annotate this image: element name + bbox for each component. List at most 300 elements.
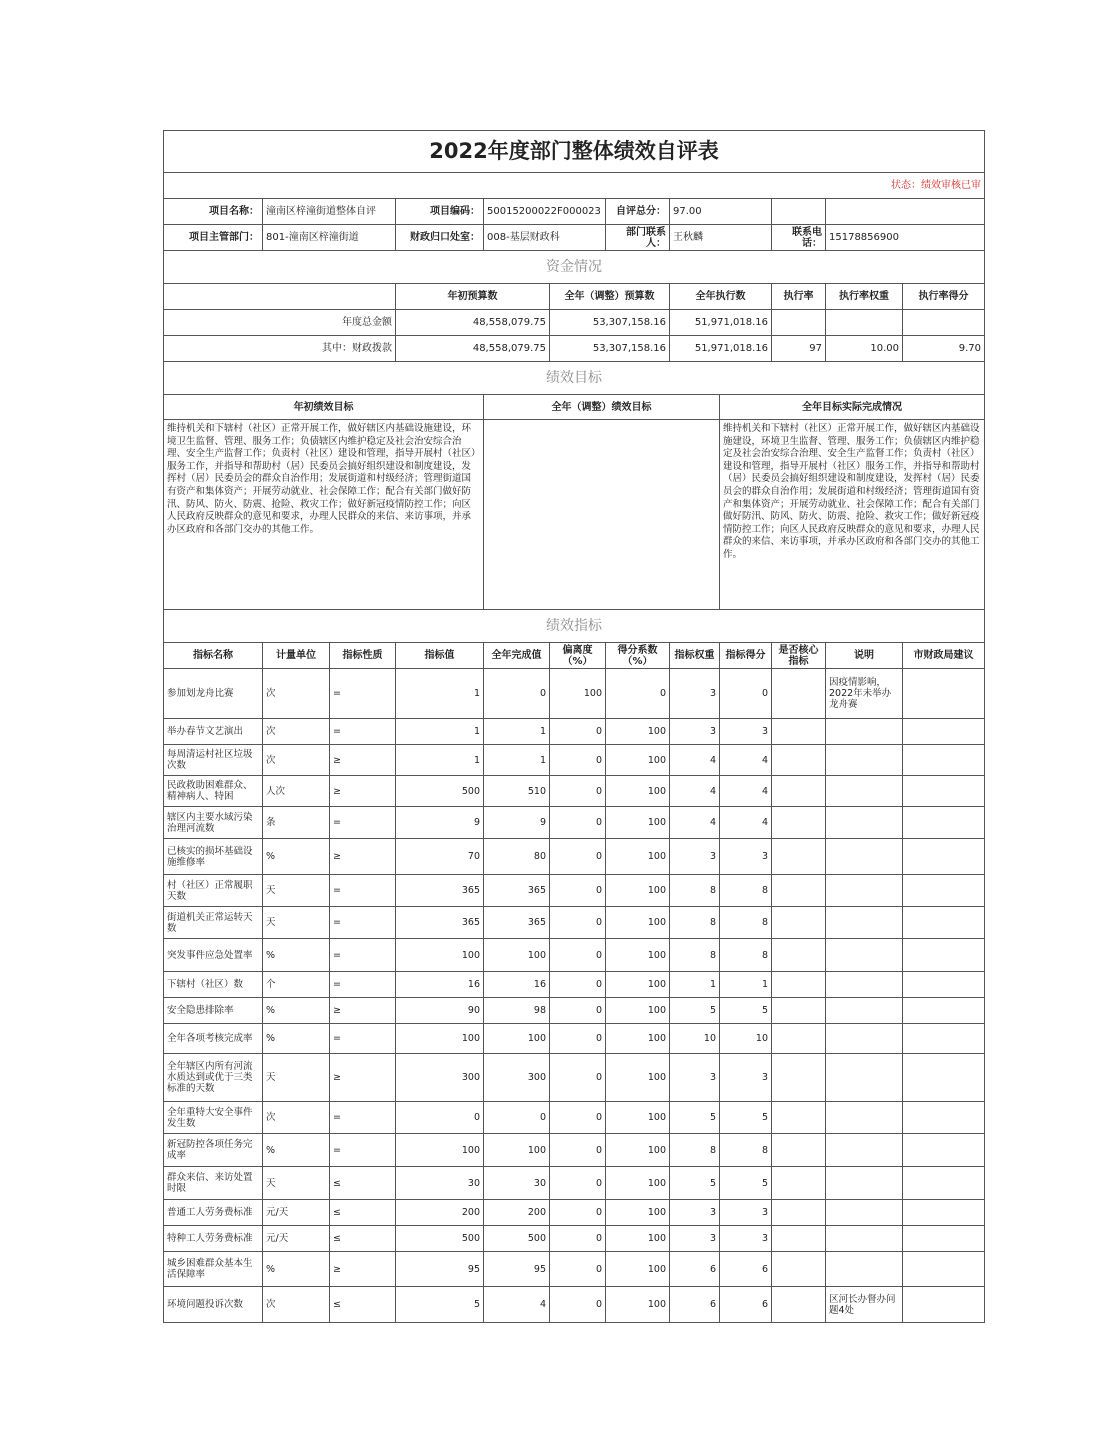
indicator-deviation: 0	[550, 1024, 606, 1054]
indicators-section-title: 绩效指标	[164, 610, 985, 643]
indicator-unit: 天	[263, 1054, 330, 1102]
funds-cell	[772, 310, 826, 336]
indicator-unit: %	[263, 998, 330, 1024]
table-row	[164, 1054, 985, 1102]
indicator-actual: 98	[484, 998, 550, 1024]
indicator-deviation: 0	[550, 745, 606, 776]
indicator-deviation: 0	[550, 1252, 606, 1287]
indicator-target: 365	[396, 875, 484, 907]
funds-header: 执行率权重	[826, 284, 903, 310]
indicator-score-factor: 100	[606, 1226, 670, 1252]
indicator-suggestion	[903, 998, 985, 1024]
indicator-header: 指标权重	[670, 643, 720, 669]
indicator-weight: 3	[670, 1200, 720, 1226]
indicator-name: 下辖村（社区）数	[164, 972, 263, 998]
indicator-unit: 条	[263, 807, 330, 839]
indicator-deviation: 0	[550, 719, 606, 745]
table-row	[164, 745, 985, 776]
goals-header: 全年（调整）绩效目标	[484, 395, 720, 420]
indicator-actual: 95	[484, 1252, 550, 1287]
indicator-score: 3	[720, 1226, 772, 1252]
indicator-type: ≤	[330, 1226, 396, 1252]
indicator-score: 4	[720, 745, 772, 776]
indicator-name: 全年重特大安全事件发生数	[164, 1102, 263, 1134]
indicator-name: 辖区内主要水域污染治理河流数	[164, 807, 263, 839]
indicator-actual: 16	[484, 972, 550, 998]
table-row	[164, 907, 985, 939]
funds-cell: 48,558,079.75	[396, 310, 550, 336]
indicator-name: 每周清运村社区垃圾次数	[164, 745, 263, 776]
phone-label: 联系电话：	[772, 225, 826, 251]
indicator-score-factor: 100	[606, 875, 670, 907]
indicator-score-factor: 100	[606, 1200, 670, 1226]
indicator-header: 偏离度（%）	[550, 643, 606, 669]
goals-section-title: 绩效目标	[164, 362, 985, 395]
indicator-core	[772, 875, 826, 907]
indicator-type: ≥	[330, 1054, 396, 1102]
indicator-target: 1	[396, 719, 484, 745]
indicator-deviation: 0	[550, 776, 606, 807]
indicator-unit: 天	[263, 875, 330, 907]
indicator-note	[826, 1102, 903, 1134]
indicator-actual: 200	[484, 1200, 550, 1226]
goals-header: 全年目标实际完成情况	[720, 395, 985, 420]
indicator-target: 70	[396, 839, 484, 875]
table-row	[164, 1024, 985, 1054]
indicator-actual: 1	[484, 719, 550, 745]
indicator-score-factor: 100	[606, 776, 670, 807]
indicator-type: =	[330, 1102, 396, 1134]
indicator-core	[772, 907, 826, 939]
indicator-core	[772, 745, 826, 776]
indicator-score-factor: 100	[606, 807, 670, 839]
indicator-deviation: 0	[550, 1102, 606, 1134]
adjusted-goal-text	[484, 420, 720, 610]
indicator-target: 100	[396, 1134, 484, 1167]
indicator-suggestion	[903, 1287, 985, 1323]
indicator-weight: 6	[670, 1252, 720, 1287]
indicator-score: 3	[720, 719, 772, 745]
table-row	[164, 1167, 985, 1200]
indicator-weight: 4	[670, 776, 720, 807]
indicator-note	[826, 939, 903, 972]
indicator-score: 1	[720, 972, 772, 998]
indicator-actual: 365	[484, 907, 550, 939]
table-row	[164, 972, 985, 998]
indicator-unit: 元/天	[263, 1226, 330, 1252]
indicator-weight: 3	[670, 1054, 720, 1102]
indicator-weight: 8	[670, 1134, 720, 1167]
indicator-core	[772, 1167, 826, 1200]
indicator-deviation: 0	[550, 1226, 606, 1252]
indicator-type: =	[330, 875, 396, 907]
funds-header: 全年执行数	[670, 284, 772, 310]
indicator-type: =	[330, 1024, 396, 1054]
indicator-score-factor: 100	[606, 745, 670, 776]
indicator-actual: 30	[484, 1167, 550, 1200]
indicator-note	[826, 1200, 903, 1226]
indicator-weight: 8	[670, 939, 720, 972]
indicator-note	[826, 719, 903, 745]
indicator-weight: 3	[670, 1226, 720, 1252]
status-badge: 状态：绩效审核已审	[164, 173, 985, 199]
indicator-note	[826, 807, 903, 839]
indicator-weight: 6	[670, 1287, 720, 1323]
dept-label: 项目主管部门：	[164, 225, 263, 251]
indicator-name: 环境问题投诉次数	[164, 1287, 263, 1323]
indicator-type: ≤	[330, 1287, 396, 1323]
indicator-score: 5	[720, 1102, 772, 1134]
indicator-header: 指标名称	[164, 643, 263, 669]
indicator-note: 因疫情影响，2022年未举办龙舟赛	[826, 669, 903, 719]
indicator-score-factor: 100	[606, 998, 670, 1024]
indicator-suggestion	[903, 669, 985, 719]
indicator-target: 200	[396, 1200, 484, 1226]
indicator-header: 说明	[826, 643, 903, 669]
project-name-value: 潼南区梓潼街道整体自评	[263, 199, 396, 225]
table-row	[164, 839, 985, 875]
indicator-unit: 次	[263, 669, 330, 719]
indicator-deviation: 0	[550, 907, 606, 939]
indicator-suggestion	[903, 1200, 985, 1226]
funds-cell: 53,307,158.16	[550, 336, 670, 362]
finance-value: 008-基层财政科	[484, 225, 606, 251]
indicator-unit: 次	[263, 719, 330, 745]
blank-cell	[826, 199, 985, 225]
funds-header: 年初预算数	[396, 284, 550, 310]
actual-goal-text: 维持机关和下辖村（社区）正常开展工作，做好辖区内基础设施建设，环境卫生监督、管理、服务工作；负债辖区内维护稳定及社会治安综合治理、安全生产监督工作；负责村（社区）建设和管理，指导开展村（社区）服务工作，并指导和帮助村（居）民委员会搞好组织建设和制度建设，发挥村（居）民委员会的群众自治作用；发展街道和村级经济；管理街道国有资产和集体资产；开展劳动就业、社会保障工作；配合有关部门做好防汛、防风、防火、防震、抢险、救灾工作；做好新冠疫情防控工作；向区人民政府反映群众的意见和要求，办理人民群众的来信、来访事项，并承办区政府和各部门交办的其他工作。	[720, 420, 985, 610]
indicator-note	[826, 998, 903, 1024]
contact-label: 部门联系人：	[606, 225, 670, 251]
indicator-target: 500	[396, 776, 484, 807]
indicator-target: 1	[396, 745, 484, 776]
indicator-weight: 4	[670, 807, 720, 839]
funds-header: 执行率得分	[903, 284, 985, 310]
indicator-target: 365	[396, 907, 484, 939]
indicator-deviation: 0	[550, 972, 606, 998]
indicator-header: 是否核心指标	[772, 643, 826, 669]
indicator-note	[826, 907, 903, 939]
indicator-suggestion	[903, 1167, 985, 1200]
indicator-actual: 100	[484, 939, 550, 972]
blank-cell	[164, 284, 396, 310]
indicator-target: 16	[396, 972, 484, 998]
indicator-score: 8	[720, 939, 772, 972]
indicator-actual: 100	[484, 1024, 550, 1054]
indicator-suggestion	[903, 807, 985, 839]
indicator-weight: 8	[670, 907, 720, 939]
indicator-core	[772, 1134, 826, 1167]
indicator-deviation: 0	[550, 939, 606, 972]
evaluation-sheet	[163, 130, 984, 1323]
indicator-core	[772, 1226, 826, 1252]
indicator-score-factor: 100	[606, 1252, 670, 1287]
indicator-actual: 500	[484, 1226, 550, 1252]
indicator-weight: 5	[670, 998, 720, 1024]
indicator-suggestion	[903, 1226, 985, 1252]
indicator-core	[772, 807, 826, 839]
funds-cell: 51,971,018.16	[670, 336, 772, 362]
indicator-unit: 天	[263, 1167, 330, 1200]
indicator-score: 8	[720, 875, 772, 907]
indicator-actual: 100	[484, 1134, 550, 1167]
initial-goal-text: 维持机关和下辖村（社区）正常开展工作，做好辖区内基础设施建设，环境卫生监督、管理、服务工作；负债辖区内维护稳定及社会治安综合治理、安全生产监督工作；负责村（社区）建设和管理，指导开展村（社区）服务工作，并指导和帮助村（居）民委员会搞好组织建设和制度建设，发挥村（居）民委员会的群众自治作用；发展街道和村级经济；管理街道国有资产和集体资产；开展劳动就业、社会保障工作；配合有关部门做好防汛、防风、防火、防震、抢险、救灾工作；做好新冠疫情防控工作；向区人民政府反映群众的意见和要求，办理人民群众的来信、来访事项，并承办区政府和各部门交办的其他工作。	[164, 420, 484, 610]
indicator-name: 特种工人劳务费标准	[164, 1226, 263, 1252]
funds-cell: 10.00	[826, 336, 903, 362]
indicator-core	[772, 719, 826, 745]
funds-row-label: 年度总金额	[164, 310, 396, 336]
dept-value: 801-潼南区梓潼街道	[263, 225, 396, 251]
indicator-deviation: 100	[550, 669, 606, 719]
indicator-note	[826, 776, 903, 807]
indicator-deviation: 0	[550, 1200, 606, 1226]
indicator-suggestion	[903, 719, 985, 745]
table-row	[164, 875, 985, 907]
indicator-score: 6	[720, 1252, 772, 1287]
indicator-suggestion	[903, 1024, 985, 1054]
indicator-target: 90	[396, 998, 484, 1024]
indicator-score-factor: 100	[606, 1024, 670, 1054]
funds-cell	[826, 310, 903, 336]
indicator-target: 100	[396, 1024, 484, 1054]
indicator-name: 举办春节文艺演出	[164, 719, 263, 745]
indicator-score-factor: 100	[606, 1134, 670, 1167]
indicator-core	[772, 1200, 826, 1226]
indicator-note	[826, 1252, 903, 1287]
indicator-core	[772, 1287, 826, 1323]
indicator-weight: 1	[670, 972, 720, 998]
project-name-label: 项目名称：	[164, 199, 263, 225]
table-row	[164, 1200, 985, 1226]
indicator-name: 新冠防控各项任务完成率	[164, 1134, 263, 1167]
indicator-target: 5	[396, 1287, 484, 1323]
indicator-type: =	[330, 972, 396, 998]
indicator-type: ≥	[330, 745, 396, 776]
indicator-score: 8	[720, 907, 772, 939]
indicator-actual: 4	[484, 1287, 550, 1323]
indicator-score: 5	[720, 1167, 772, 1200]
indicator-note: 区河长办督办问题4处	[826, 1287, 903, 1323]
indicator-header: 得分系数（%）	[606, 643, 670, 669]
indicator-type: =	[330, 939, 396, 972]
indicator-type: =	[330, 669, 396, 719]
indicator-note	[826, 1054, 903, 1102]
indicator-score-factor: 100	[606, 719, 670, 745]
funds-section-title: 资金情况	[164, 251, 985, 284]
indicator-actual: 1	[484, 745, 550, 776]
indicator-type: =	[330, 807, 396, 839]
indicator-name: 突发事件应急处置率	[164, 939, 263, 972]
indicator-weight: 5	[670, 1102, 720, 1134]
indicator-suggestion	[903, 972, 985, 998]
indicator-unit: %	[263, 1252, 330, 1287]
indicator-target: 500	[396, 1226, 484, 1252]
indicator-core	[772, 1054, 826, 1102]
indicator-score: 10	[720, 1024, 772, 1054]
indicator-target: 0	[396, 1102, 484, 1134]
indicator-actual: 0	[484, 1102, 550, 1134]
indicator-core	[772, 939, 826, 972]
indicator-deviation: 0	[550, 998, 606, 1024]
indicator-type: ≤	[330, 1200, 396, 1226]
table-row	[164, 1226, 985, 1252]
contact-value: 王秋麟	[670, 225, 772, 251]
indicator-unit: 天	[263, 907, 330, 939]
indicator-note	[826, 1024, 903, 1054]
indicator-score: 8	[720, 1134, 772, 1167]
indicator-core	[772, 1102, 826, 1134]
funds-cell	[903, 310, 985, 336]
indicator-unit: %	[263, 1024, 330, 1054]
indicator-unit: %	[263, 939, 330, 972]
indicator-score-factor: 100	[606, 1167, 670, 1200]
indicator-score: 3	[720, 839, 772, 875]
indicator-suggestion	[903, 907, 985, 939]
funds-header: 执行率	[772, 284, 826, 310]
funds-row-label: 其中：财政拨款	[164, 336, 396, 362]
indicator-suggestion	[903, 776, 985, 807]
indicator-actual: 365	[484, 875, 550, 907]
table-row	[164, 1287, 985, 1323]
indicator-target: 30	[396, 1167, 484, 1200]
indicator-target: 9	[396, 807, 484, 839]
indicator-deviation: 0	[550, 875, 606, 907]
indicator-type: ≥	[330, 1252, 396, 1287]
indicator-unit: %	[263, 1134, 330, 1167]
funds-cell: 48,558,079.75	[396, 336, 550, 362]
indicator-target: 100	[396, 939, 484, 972]
table-row	[164, 1102, 985, 1134]
indicator-score: 4	[720, 776, 772, 807]
indicator-name: 全年辖区内所有河流水质达到或优于三类标准的天数	[164, 1054, 263, 1102]
indicator-weight: 4	[670, 745, 720, 776]
funds-cell: 97	[772, 336, 826, 362]
table-row	[164, 1134, 985, 1167]
blank-cell	[772, 199, 826, 225]
indicator-suggestion	[903, 1252, 985, 1287]
indicator-name: 已核实的损坏基础设施维修率	[164, 839, 263, 875]
funds-header: 全年（调整）预算数	[550, 284, 670, 310]
indicator-deviation: 0	[550, 1287, 606, 1323]
indicator-weight: 10	[670, 1024, 720, 1054]
indicator-note	[826, 1167, 903, 1200]
indicator-score: 3	[720, 1200, 772, 1226]
indicator-unit: %	[263, 839, 330, 875]
indicator-header: 指标值	[396, 643, 484, 669]
indicator-type: =	[330, 1134, 396, 1167]
indicator-suggestion	[903, 1134, 985, 1167]
indicator-deviation: 0	[550, 1134, 606, 1167]
indicator-header: 指标性质	[330, 643, 396, 669]
indicator-type: ≥	[330, 776, 396, 807]
indicator-type: ≥	[330, 839, 396, 875]
indicator-note	[826, 839, 903, 875]
indicator-unit: 次	[263, 1102, 330, 1134]
finance-label: 财政归口处室：	[396, 225, 484, 251]
indicator-actual: 80	[484, 839, 550, 875]
indicator-suggestion	[903, 1102, 985, 1134]
indicator-type: ≤	[330, 1167, 396, 1200]
indicator-score-factor: 100	[606, 1102, 670, 1134]
indicator-name: 全年各项考核完成率	[164, 1024, 263, 1054]
indicator-suggestion	[903, 875, 985, 907]
indicator-core	[772, 998, 826, 1024]
funds-cell: 51,971,018.16	[670, 310, 772, 336]
project-code-label: 项目编码：	[396, 199, 484, 225]
indicator-deviation: 0	[550, 1054, 606, 1102]
indicator-name: 街道机关正常运转天数	[164, 907, 263, 939]
project-code-value: 50015200022F000023	[484, 199, 606, 225]
table-row	[164, 939, 985, 972]
indicator-score-factor: 100	[606, 939, 670, 972]
indicator-suggestion	[903, 939, 985, 972]
indicator-header: 计量单位	[263, 643, 330, 669]
indicator-deviation: 0	[550, 807, 606, 839]
indicator-note	[826, 1134, 903, 1167]
page-title: 2022年度部门整体绩效自评表	[164, 131, 985, 173]
indicator-actual: 9	[484, 807, 550, 839]
indicator-suggestion	[903, 839, 985, 875]
indicator-header: 全年完成值	[484, 643, 550, 669]
indicator-weight: 8	[670, 875, 720, 907]
table-row	[164, 669, 985, 719]
indicator-weight: 5	[670, 1167, 720, 1200]
indicator-header: 市财政局建议	[903, 643, 985, 669]
self-score-value: 97.00	[670, 199, 772, 225]
indicator-name: 普通工人劳务费标准	[164, 1200, 263, 1226]
indicator-core	[772, 1024, 826, 1054]
indicator-weight: 3	[670, 719, 720, 745]
table-row	[164, 1252, 985, 1287]
indicator-note	[826, 972, 903, 998]
indicator-name: 安全隐患排除率	[164, 998, 263, 1024]
indicator-actual: 510	[484, 776, 550, 807]
indicator-name: 村（社区）正常履职天数	[164, 875, 263, 907]
funds-cell: 9.70	[903, 336, 985, 362]
indicator-weight: 3	[670, 669, 720, 719]
indicator-core	[772, 972, 826, 998]
indicator-score: 4	[720, 807, 772, 839]
table-row	[164, 719, 985, 745]
indicator-score: 6	[720, 1287, 772, 1323]
table-row	[164, 998, 985, 1024]
indicator-name: 参加划龙舟比赛	[164, 669, 263, 719]
evaluation-table	[163, 130, 985, 1323]
indicator-score: 3	[720, 1054, 772, 1102]
indicator-score-factor: 100	[606, 1287, 670, 1323]
indicator-note	[826, 1226, 903, 1252]
indicator-actual: 300	[484, 1054, 550, 1102]
indicator-target: 95	[396, 1252, 484, 1287]
funds-cell: 53,307,158.16	[550, 310, 670, 336]
indicator-score: 5	[720, 998, 772, 1024]
goals-header: 年初绩效目标	[164, 395, 484, 420]
phone-value: 15178856900	[826, 225, 985, 251]
indicator-type: =	[330, 907, 396, 939]
indicator-deviation: 0	[550, 1167, 606, 1200]
indicator-target: 1	[396, 669, 484, 719]
indicator-score-factor: 100	[606, 907, 670, 939]
indicator-actual: 0	[484, 669, 550, 719]
indicator-score: 0	[720, 669, 772, 719]
indicator-unit: 次	[263, 1287, 330, 1323]
indicator-type: =	[330, 719, 396, 745]
indicator-core	[772, 776, 826, 807]
indicator-note	[826, 745, 903, 776]
indicator-core	[772, 1252, 826, 1287]
self-score-label: 自评总分：	[606, 199, 670, 225]
indicator-unit: 个	[263, 972, 330, 998]
